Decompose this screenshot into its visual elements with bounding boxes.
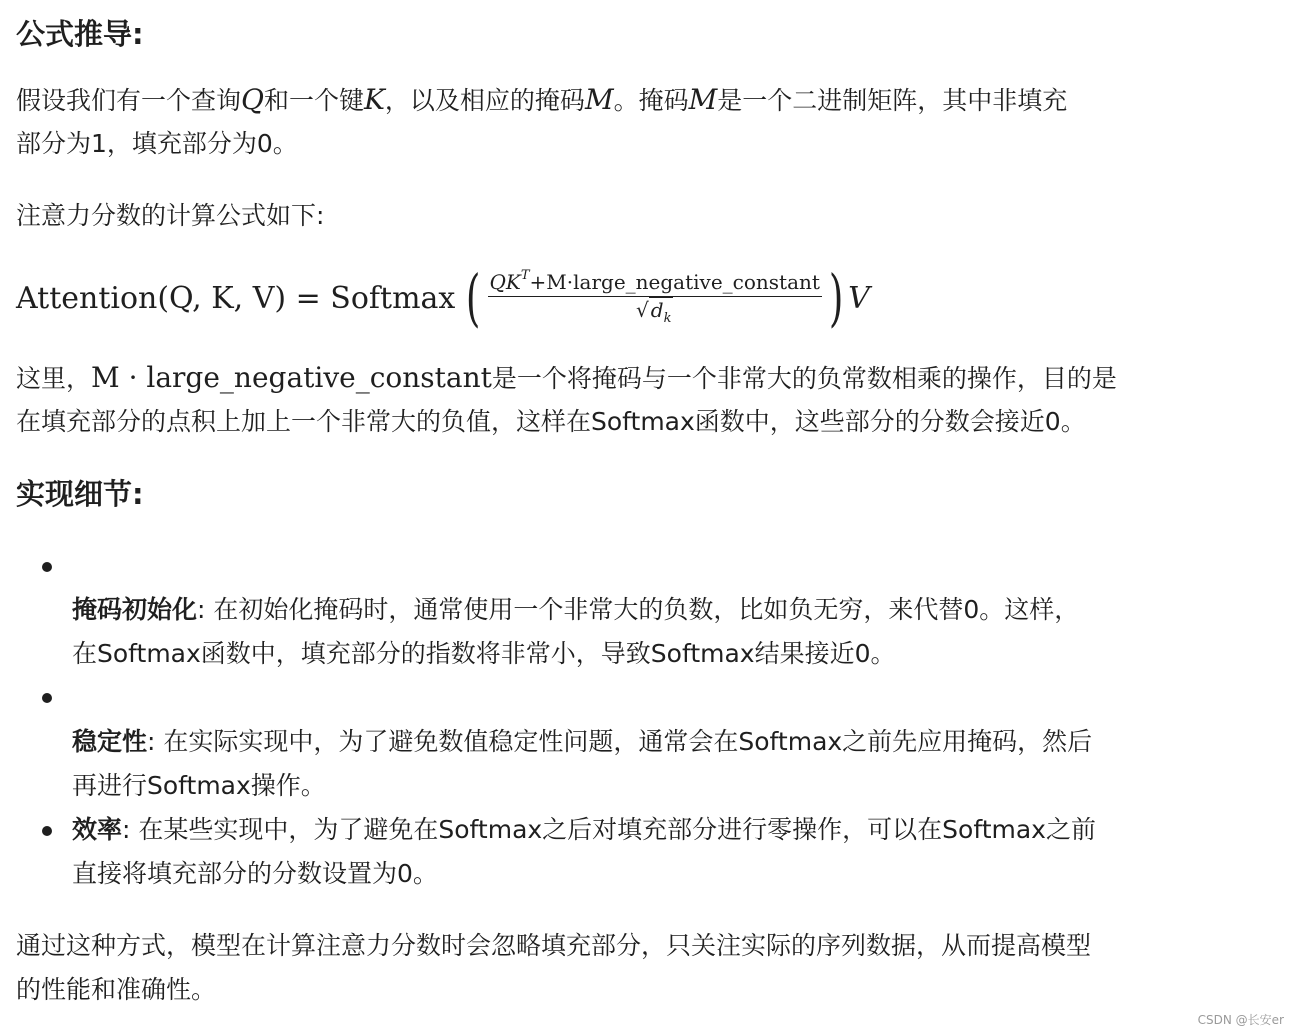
list-item-title: 掩码初始化	[72, 595, 198, 624]
list-item-stability-line2: 再进行Softmax操作。	[72, 771, 326, 800]
list-item-title: 稳定性	[72, 727, 148, 756]
math-symbol-m: M	[688, 83, 718, 116]
list-item-mask-init-line1	[72, 588, 1286, 632]
right-paren: )	[828, 261, 844, 334]
list-item-efficiency-line1	[72, 808, 1286, 852]
list-item-text: : 在实际实现中，为了避免数值稳定性问题，通常会在Softmax之前先应用掩码，然后	[147, 727, 1093, 756]
bullet-dot	[42, 826, 52, 836]
list-item-text: : 在初始化掩码时，通常使用一个非常大的负数，比如负无穷，来代替0。这样，	[197, 595, 1080, 624]
math-symbol-k: K	[364, 83, 385, 116]
paragraph-assumption-line2: 部分为1，填充部分为0。	[16, 129, 298, 158]
sqrt-radicand	[649, 297, 674, 326]
paragraph-explanation-line1	[16, 356, 1286, 401]
numerator-mask-term: +M·large_negative_constant	[529, 270, 820, 294]
watermark: CSDN @长安er	[1197, 1013, 1284, 1027]
section-heading-implementation: 实现细节:	[16, 477, 144, 511]
text-segment: 和一个键	[263, 86, 364, 115]
denominator-d: d	[650, 298, 664, 322]
closing-paragraph-line2: 的性能和准确性。	[16, 975, 217, 1004]
list-item-mask-init-line2: 在Softmax函数中，填充部分的指数将非常小，导致Softmax结果接近0。	[72, 639, 896, 668]
list-item-stability-line1	[72, 720, 1286, 764]
paragraph-assumption-line1	[16, 78, 1286, 123]
list-item-efficiency-line2: 直接将填充部分的分数设置为0。	[72, 859, 438, 888]
denominator-subscript: k	[663, 311, 672, 326]
formula-fraction	[488, 264, 822, 332]
attention-formula	[16, 258, 870, 338]
text-segment: 是一个将掩码与一个非常大的负常数相乘的操作，目的是	[491, 364, 1117, 393]
paragraph-explanation-line2: 在填充部分的点积上加上一个非常大的负值，这样在Softmax函数中，这些部分的分数会接近0。	[16, 407, 1086, 436]
bullet-dot	[42, 693, 52, 703]
formula-numerator	[488, 264, 822, 297]
inline-math-mask-term: M · large_negative_constant	[91, 361, 492, 394]
text-segment: ，以及相应的掩码	[384, 86, 585, 115]
math-symbol-m: M	[584, 83, 614, 116]
list-item-title: 效率	[72, 815, 123, 844]
paragraph-formula-intro: 注意力分数的计算公式如下:	[16, 201, 325, 230]
list-item-text: : 在某些实现中，为了避免在Softmax之后对填充部分进行零操作，可以在Softmax之前	[122, 815, 1096, 844]
math-symbol-q: Q	[241, 83, 264, 116]
formula-denominator: √ $d_k$	[636, 298, 672, 326]
section-heading-derivation: 公式推导:	[16, 17, 144, 51]
text-segment: 。掩码	[613, 86, 689, 115]
left-paren: (	[466, 261, 481, 334]
numerator-transpose: T	[520, 268, 530, 283]
formula-v: V	[848, 280, 870, 316]
text-segment: 是一个二进制矩阵，其中非填充	[717, 86, 1068, 115]
formula-lhs: Attention(Q, K, V) = Softmax	[16, 280, 456, 316]
bullet-dot	[42, 562, 52, 572]
text-segment: 假设我们有一个查询	[16, 86, 242, 115]
numerator-qk: QK	[489, 270, 521, 294]
closing-paragraph-line1: 通过这种方式，模型在计算注意力分数时会忽略填充部分，只关注实际的序列数据，从而提高模型	[16, 931, 1092, 960]
text-segment: 这里，	[16, 364, 92, 393]
